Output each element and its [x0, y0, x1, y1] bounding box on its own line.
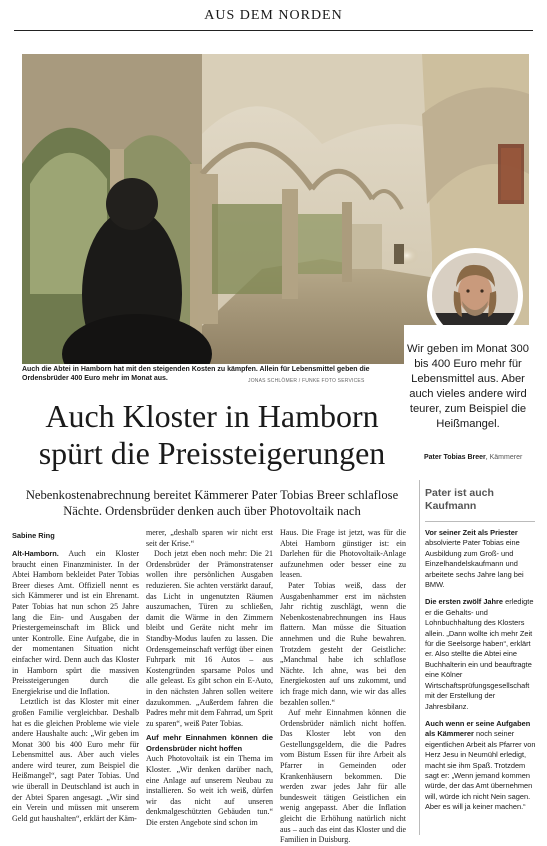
quote-author-role: Kämmerer — [489, 454, 523, 461]
article-column-1 — [12, 549, 139, 824]
byline: Sabine Ring — [12, 531, 55, 540]
section-subheading: Auf mehr Einnahmen können die Ordensbrüder nicht hoffen — [146, 733, 273, 753]
sidebar-text: noch seiner eigentlichen Arbeit als Pfarrer von Herz Jesu in Neumühl erledigt, macht sie ihm Spaß. Trotzdem sagt er: „Wenn jemand kommen würde, der das Amt übernehmen will, würde ich nicht Nein sagen. Aber es will ja keiner machen.“ — [425, 729, 536, 812]
article-headline: Auch Kloster in Hamborn spürt die Preissteigerungen — [38, 398, 386, 471]
sidebar-text: erledigte er die Gehalts- und Lohnbuchhaltung des Klosters allein. „Dann wollte ich mehr Zeit für die Seelsorge haben“, erklärt er. Also stellte die Abtei eine Buchhalterin ein und beauftragte eine Kölner Wirtschaftsprüfungsgesellschaft mit der Erstellung der Jahresbilanz. — [425, 597, 534, 711]
sidebar-heading: Pater ist auch Kaufmann — [425, 487, 494, 512]
paragraph: Letztlich ist das Kloster mit einer großen Familie vergleichbar. Deshalb hat es die gleichen Probleme wie viele andere Haushalte auch: „Wir geben im Monat 300 bis 400 Euro mehr für Lebensmittel aus. Aber auch vieles andere wird teurer, zum Beispiel die Heißmangel“, sagt Pater Tobias. Und wie überall in Deutschland ist auch in der Abtei Sparen angesagt. „Wir sind ein Verein und müssen mit unserem Geld gut haushalten“, erklärt der Käm- — [12, 697, 139, 823]
quote-author-name: Pater Tobias Breer — [424, 454, 486, 461]
sidebar-paragraph — [425, 597, 537, 711]
sidebar-divider — [419, 480, 420, 835]
photo-credit: JONAS SCHLÖMER / FUNKE FOTO SERVICES — [248, 378, 365, 384]
pull-quote-author: Pater Tobias Breer, Kämmerer — [424, 454, 523, 461]
sidebar-rule — [425, 521, 535, 522]
article-column-2 — [146, 528, 273, 829]
paragraph-text: Auch ein Kloster braucht einen Finanzminister. In der Abtei Hamborn bekleidet Pater Tobias Breer dieses Amt. Offiziell nennt es sich Kämmerer und ist ein Ehrenamt. Pater Tobias hat nun schon 25 Jahre lang die Ein- und Ausgaben der Priestergemeinschaft im Blick und unter Kontrolle. Eine Aufgabe, die in der momentanen Situation nicht einfacher wird. Denn auch das Kloster in Hamborn spürt die massiven Preissteigerungen durch die Energiekrise und die Inflation. — [12, 549, 140, 696]
sidebar-paragraph — [425, 528, 537, 590]
paragraph: Pater Tobias weiß, dass der Ausgabenhammer erst im nächsten Jahr richtig zuschlägt, wenn die Nebenkostenabrechnungen ins Haus flattern. Man müsse die Situation annehmen und die Ruhe bewahren. Trotzdem gesteht der Geistliche: „Manchmal habe ich schlaflose Nächte. Ich ahne, was bei den Energiekosten auf uns zukommt, und ich frage mich dann, wie wir das alles bezahlen sollen.“ — [280, 580, 406, 707]
dateline: Alt-Hamborn. — [12, 549, 59, 558]
sidebar-paragraph — [425, 719, 537, 813]
section-title: AUS DEM NORDEN — [204, 8, 343, 23]
paragraph: Auch Photovoltaik ist ein Thema im Kloster. „Wir denken darüber nach, eine Anlage auf unserem Neubau zu installieren. So weit ich weiß, dürfen wir das nicht auf unseren denkmalgeschützten Gebäuden tun.“ Die ersten Angebote sind schon im — [146, 754, 273, 828]
paragraph: merer, „deshalb sparen wir nicht erst seit der Krise.“ — [146, 528, 273, 548]
article-column-3 — [280, 528, 406, 846]
sidebar-lead: Vor seiner Zeit als Priester — [425, 528, 518, 537]
sidebar-lead: Auch wenn er seine Aufgaben als Kämmerer — [425, 718, 531, 739]
paragraph: Auf mehr Einnahmen können die Ordensbrüder nämlich nicht hoffen. Das Kloster lebt von den Gestellungsgeldern, die die Padres vom Bistum Essen für ihre Arbeit als Pfarrer in Gemeinden oder Krankenhäusern bekommen. Die werden zwar jedes Jahr für alle bundesweit tätigen Geistlichen ein wenig angepasst. Aber die Inflation gleicht die Erhöhung natürlich nicht aus – auch das eint das Kloster und die Familien in Duisburg. — [280, 708, 406, 845]
article-subhead: Nebenkostenabrechnung bereitet Kämmerer Pater Tobias Breer schlaflose Nächte. Ordensbrüder denken auch über Photovoltaik nach — [25, 488, 399, 518]
paragraph — [12, 549, 139, 697]
sidebar-infobox — [425, 528, 537, 820]
sidebar-text: absolvierte Pater Tobias eine Ausbildung zum Groß- und Einzelhandelskaufmann und arbeitete sechs Jahre lang bei BMW. — [425, 538, 524, 590]
sidebar-lead: Die ersten zwölf Jahre — [425, 597, 504, 607]
pull-quote-text: Wir geben im Monat 300 bis 400 Euro mehr für Lebensmittel aus. Aber auch vieles andere wird teurer, zum Beispiel die Heißmangel. — [407, 343, 529, 430]
section-header — [0, 6, 547, 30]
paragraph: Haus. Die Frage ist jetzt, was für die Abtei Hamborn günstiger ist: ein Darlehen für die Photovoltaik-Anlage aufzunehmen oder besser eine zu leasen. — [280, 528, 406, 580]
paragraph: Doch jetzt eben noch mehr: Die 21 Ordensbrüder der Prämonstratenser wollen ihre persönlichen Ausgaben reduzieren. Sie achten verstärkt darauf, das Licht in ungenutzten Räumen auszumachen, Türen zu schließen, damit die Wärme in den Zimmern bleibt und Geräte nicht mehr im Standby-Modus laufen zu lassen. Die Ordensgemeinschaft verfügt über einen Fuhrpark mit 16 Autos – aus Kostengründen sparsame Polos und alle geleast. Es gibt schon ein E-Auto, in den nächsten Jahren sollen weitere dazukommen. „Außerdem fahren die Padres mehr mit dem Fahrrad, um Sprit zu sparen“, weiß Pater Tobias. — [146, 549, 273, 728]
header-rule — [14, 30, 533, 31]
photo-caption: Auch die Abtei in Hamborn hat mit den steigenden Kosten zu kämpfen. Allein für Lebensmittel geben die Ordensbrüder 400 Euro mehr im Monat aus. — [22, 366, 370, 383]
